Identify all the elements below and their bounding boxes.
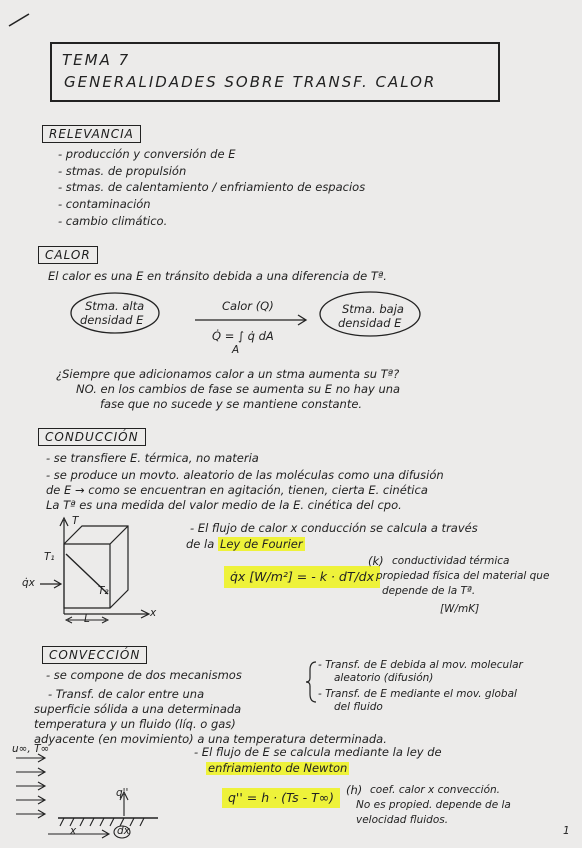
- conveccion-p2b: superficie sólida a una determinada: [34, 702, 242, 716]
- diag-L: L: [84, 613, 90, 625]
- calor-definition: El calor es una E en tránsito debida a una diferencia de Tª.: [48, 269, 387, 283]
- fourier-line-2: [186, 538, 305, 551]
- relevancia-item: - cambio climático.: [58, 213, 168, 228]
- newton-line-1: - El flujo de E se calcula mediante la ley de: [194, 745, 442, 759]
- conv-diag-dx: dx: [117, 825, 130, 837]
- k-badge: (k): [368, 554, 384, 568]
- section-title-relevancia: RELEVANCIA: [42, 125, 141, 143]
- newton-law-highlight: enfriamiento de Newton: [208, 761, 348, 775]
- fourier-prefix: de la: [186, 537, 215, 551]
- diag-x-axis: x: [150, 607, 157, 619]
- conduccion-p1: - se transfiere E. térmica, no materia: [46, 451, 259, 465]
- k-units: [W/mK]: [440, 603, 480, 615]
- conduccion-p2b: de E → como se encuentran en agitación, tienen, cierta E. cinética: [46, 483, 428, 497]
- section-title-conduccion: CONDUCCIÓN: [38, 428, 146, 446]
- mechanism-1a: - Transf. de E debida al mov. molecular: [318, 659, 523, 671]
- header-line-2: GENERALIDADES SOBRE TRANSF. CALOR: [64, 73, 437, 91]
- conveccion-p2c: temperatura y un fluido (líq. o gas): [34, 717, 236, 731]
- mechanism-2b: del fluido: [334, 701, 383, 713]
- k-desc-1: conductividad térmica: [392, 555, 510, 567]
- section-title-conveccion: CONVECCIÓN: [42, 646, 147, 664]
- fourier-law-highlight: Ley de Fourier: [219, 537, 303, 551]
- relevancia-item: - stmas. de propulsión: [58, 163, 187, 178]
- right-ellipse-text-1: Stma. baja: [342, 302, 404, 316]
- calor-answer-2: fase que no sucede y se mantiene constante.: [100, 397, 363, 411]
- conv-diag-u: u∞, T∞: [12, 743, 50, 755]
- left-ellipse-text-1: Stma. alta: [85, 299, 145, 313]
- h-desc-2: No es propied. depende de la: [356, 799, 511, 811]
- heat-formula: Q̇ = ∫ q̇ dA: [212, 329, 274, 343]
- relevancia-list: [58, 148, 365, 227]
- heat-formula-sub: A: [232, 344, 240, 356]
- conveccion-p2d: adyacente (en movimiento) a una temperatura determinada.: [34, 732, 387, 746]
- convection-diagram: [8, 744, 168, 844]
- newton-equation: q'' = h · (Ts - T∞): [222, 788, 340, 808]
- mechanism-2a: - Transf. de E mediante el mov. global: [318, 688, 517, 700]
- conv-diag-q: q'': [116, 787, 129, 799]
- relevancia-item: - stmas. de calentamiento / enfriamiento de espacios: [58, 180, 366, 195]
- mechanism-1b: aleatorio (difusión): [334, 672, 434, 684]
- fourier-line-1: - El flujo de calor x conducción se calcula a través: [190, 521, 478, 535]
- fourier-equation: q̇x [W/m²] = - k · dT/dx: [224, 566, 380, 588]
- conduccion-p2a: - se produce un movto. aleatorio de las moléculas como una difusión: [46, 468, 444, 482]
- conv-diag-x: x: [70, 825, 77, 837]
- h-desc-3: velocidad fluidos.: [356, 814, 449, 826]
- h-desc-1: coef. calor x convección.: [370, 784, 501, 796]
- pen-stroke: [5, 10, 35, 30]
- mechanisms-brace: [306, 660, 318, 704]
- k-desc-3: depende de la Tª.: [382, 585, 476, 597]
- diag-qx: q̇x: [22, 577, 35, 589]
- section-title-calor: CALOR: [38, 246, 98, 264]
- right-ellipse-text-2: densidad E: [338, 316, 402, 330]
- conduccion-p2c: La Tª es una medida del valor medio de la E. cinética del cpo.: [46, 498, 402, 512]
- k-desc-2: propiedad física del material que: [376, 570, 550, 582]
- h-badge: (h): [346, 783, 363, 797]
- page-number: 1: [563, 825, 570, 837]
- arrow-label: Calor (Q): [222, 299, 274, 313]
- relevancia-item: - contaminación: [58, 196, 151, 211]
- diag-T1: T₁: [44, 551, 55, 563]
- conveccion-p2a: - Transf. de calor entre una: [48, 687, 205, 701]
- diag-T2: T₂: [98, 585, 109, 597]
- conveccion-p1: - se compone de dos mecanismos: [46, 668, 242, 682]
- calor-answer-1: NO. en los cambios de fase se aumenta su E no hay una: [76, 382, 401, 396]
- calor-question: ¿Siempre que adicionamos calor a un stma aumenta su Tª?: [56, 367, 400, 381]
- header-line-1: TEMA 7: [62, 51, 131, 69]
- diag-T-axis: T: [72, 515, 79, 527]
- relevancia-item: - producción y conversión de E: [58, 147, 236, 161]
- left-ellipse-text-2: densidad E: [80, 313, 144, 327]
